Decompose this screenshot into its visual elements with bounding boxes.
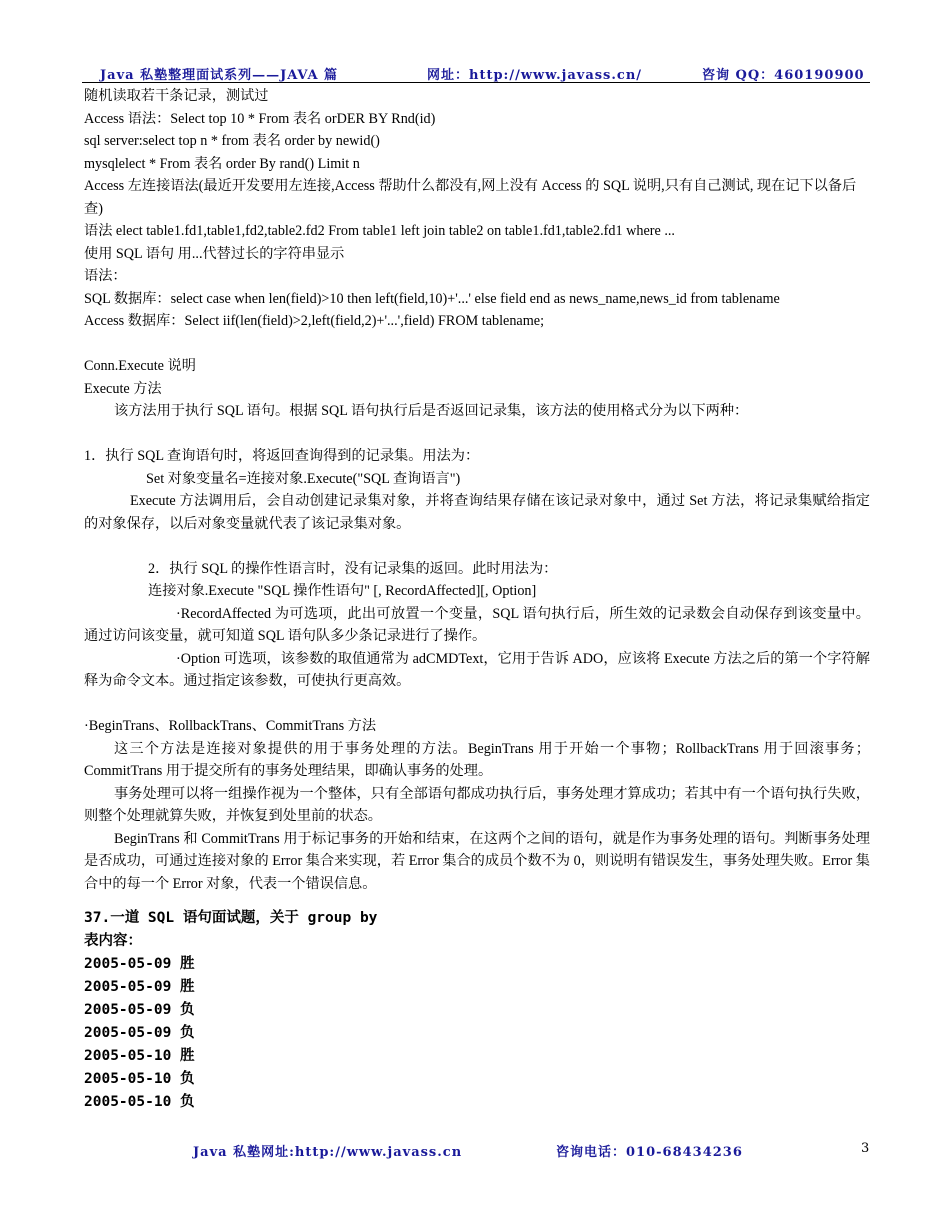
paragraph: Execute 方法调用后，会自动创建记录集对象，并将查询结果存储在该记录对象中，通过 Set 方法，将记录集赋给指定的对象保存，以后对象变量就代表了该记录集对象。: [84, 493, 870, 532]
paragraph: ·RecordAffected 为可选项，此出可放置一个变量，SQL 语句执行后，所生效的记录数会自动保存到该变量中。通过访问该变量，就可知道 SQL 语句队多少条记录进行了操作。: [84, 605, 870, 644]
paragraph: 语法：: [84, 268, 127, 284]
paragraph: Access 语法：Select top 10 * From 表名 orDER BY Rnd(id): [84, 110, 436, 127]
paragraph: 语法 elect table1.fd1,table1,fd2,table2.fd2 From table1 left join table2 on table1.fd1,table2.fd1 where ...: [84, 223, 675, 239]
paragraph: 事务处理可以将一组操作视为一个整体，只有全部语句都成功执行后，事务处理才算成功；若其中有一个语句执行失败，则整个处理就算失败，并恢复到处里前的状态。: [84, 785, 870, 824]
paragraph: Access 数据库：Select iif(len(field)>2,left(field,2)+'...',field) FROM tablename;: [84, 313, 545, 329]
paragraph: Access 左连接语法(最近开发要用左连接,Access 帮助什么都没有,网上没有 Access 的 SQL 说明,只有自己测试, 现在记下以备后查): [84, 178, 857, 217]
question-title: 37.一道 SQL 语句面试题，关于 group by: [84, 910, 378, 926]
paragraph: BeginTrans 和 CommitTrans 用于标记事务的开始和结束，在这两个之间的语句，就是作为事务处理的语句。判断事务处理是否成功，可通过连接对象的 Error 集合来实现，若 Error 集合的成员个数不为 0，则说明有错误发生，事务处理失败。Error 集合中的每一个 Error 对象，代表一个错误信息。: [84, 830, 870, 892]
code-line: Set 对象变量名=连接对象.Execute("SQL 查询语言"): [146, 470, 461, 487]
table-row: 2005-05-09 胜: [84, 956, 195, 972]
header-qq: 咨询 QQ：460190900: [702, 68, 865, 83]
paragraph: 该方法用于执行 SQL 语句。根据 SQL 语句执行后是否返回记录集，该方法的使用格式分为以下两种：: [114, 403, 749, 419]
paragraph: SQL 数据库：select case when len(field)>10 then left(field,10)+'...' else field end as news_name,news_id from tablename: [84, 290, 780, 307]
document-body: [84, 85, 870, 1114]
section-heading: ·BeginTrans、RollbackTrans、CommitTrans 方法: [84, 718, 377, 734]
table-row: 2005-05-10 负: [84, 1071, 195, 1087]
footer-website: Java 私塾网址:http://www.javass.cn: [193, 1145, 463, 1160]
paragraph: 这三个方法是连接对象提供的用于事务处理的方法。BeginTrans 用于开始一个事物；RollbackTrans 用于回滚事务；CommitTrans 用于提交所有的事务处理结果，即确认事务的处理。: [84, 740, 870, 779]
header-website: 网址：http://www.javass.cn/: [427, 68, 643, 83]
section-heading: Conn.Execute 说明: [84, 358, 196, 374]
table-row: 2005-05-10 胜: [84, 1048, 195, 1064]
header-title: Java 私塾整理面试系列——JAVA 篇: [100, 68, 339, 83]
table-row: 2005-05-10 负: [84, 1094, 195, 1110]
numbered-item: 2．执行 SQL 的操作性语言时，没有记录集的返回。此时用法为：: [148, 560, 558, 577]
paragraph: mysqlelect * From 表名 order By rand() Limit n: [84, 155, 360, 172]
numbered-item: 1．执行 SQL 查询语句时，将返回查询得到的记录集。用法为：: [84, 448, 480, 464]
section-heading: Execute 方法: [84, 380, 162, 397]
table-row: 2005-05-09 负: [84, 1025, 195, 1041]
page-number: 3: [861, 1141, 871, 1156]
paragraph: sql server:select top n * from 表名 order by newid(): [84, 133, 380, 149]
page-header: [82, 62, 870, 83]
question-subtitle: 表内容：: [84, 933, 142, 949]
paragraph: 使用 SQL 语句 用...代替过长的字符串显示: [84, 245, 345, 262]
paragraph: 随机读取若干条记录，测试过: [84, 88, 269, 104]
table-row: 2005-05-09 负: [84, 1002, 195, 1018]
paragraph: ·Option 可选项，该参数的取值通常为 adCMDText，它用于告诉 ADO，应该将 Execute 方法之后的第一个字符解释为命令文本。通过指定该参数，可使执行更高效。: [84, 650, 870, 689]
footer-phone: 咨询电话：010-68434236: [556, 1145, 743, 1160]
page-footer: [0, 1141, 950, 1161]
code-line: 连接对象.Execute "SQL 操作性语句" [, RecordAffected][, Option]: [148, 583, 537, 599]
table-row: 2005-05-09 胜: [84, 979, 195, 995]
